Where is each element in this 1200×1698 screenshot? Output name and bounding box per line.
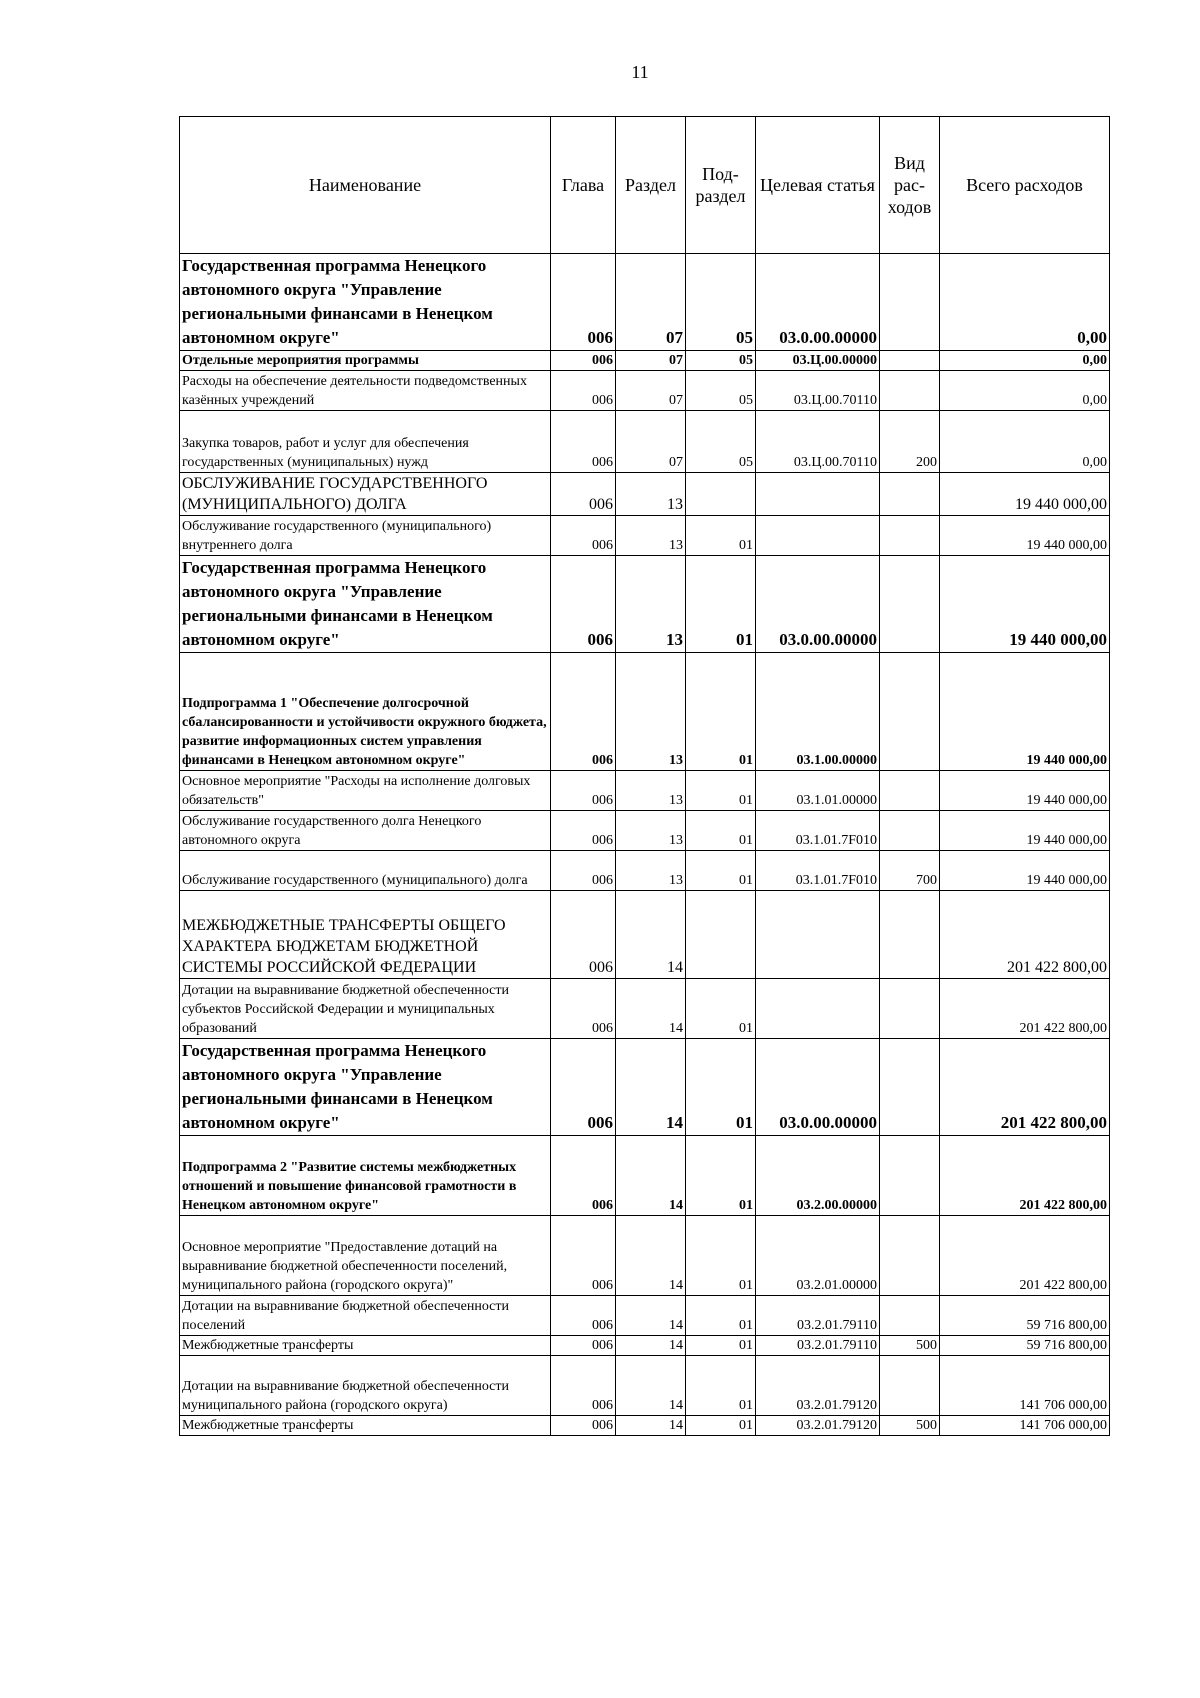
cell-glava: 006 — [551, 1039, 616, 1136]
cell-celevaya: 03.2.01.79110 — [756, 1336, 880, 1356]
cell-razdel: 07 — [616, 351, 686, 371]
cell-celevaya: 03.2.01.00000 — [756, 1216, 880, 1296]
cell-glava: 006 — [551, 1136, 616, 1216]
table-row — [180, 254, 1110, 351]
table-row — [180, 1136, 1110, 1216]
cell-total: 19 440 000,00 — [940, 516, 1110, 556]
table-row — [180, 556, 1110, 653]
cell-razdel: 07 — [616, 371, 686, 411]
cell-glava: 006 — [551, 851, 616, 891]
table-row — [180, 1296, 1110, 1336]
cell-razdel: 14 — [616, 1216, 686, 1296]
cell-name: ОБСЛУЖИВАНИЕ ГОСУДАРСТВЕННОГО (МУНИЦИПАЛЬНОГО) ДОЛГА — [180, 473, 551, 516]
table-row — [180, 979, 1110, 1039]
cell-name: Закупка товаров, работ и услуг для обеспечения государственных (муниципальных) нужд — [180, 411, 551, 473]
cell-celevaya — [756, 516, 880, 556]
cell-name: Обслуживание государственного (муниципального) долга — [180, 851, 551, 891]
cell-razdel: 13 — [616, 516, 686, 556]
cell-name: Основное мероприятие "Предоставление дотаций на выравнивание бюджетной обеспеченности поселений, муниципального района (городского округа)" — [180, 1216, 551, 1296]
table-row — [180, 351, 1110, 371]
cell-podrazdel: 01 — [686, 653, 756, 771]
cell-vid — [880, 811, 940, 851]
cell-total: 201 422 800,00 — [940, 1136, 1110, 1216]
table-row — [180, 653, 1110, 771]
cell-razdel: 14 — [616, 1039, 686, 1136]
cell-podrazdel: 01 — [686, 851, 756, 891]
cell-podrazdel: 01 — [686, 1416, 756, 1436]
cell-vid — [880, 371, 940, 411]
cell-glava: 006 — [551, 1336, 616, 1356]
cell-vid: 500 — [880, 1416, 940, 1436]
cell-celevaya — [756, 979, 880, 1039]
table-row — [180, 851, 1110, 891]
cell-podrazdel: 01 — [686, 979, 756, 1039]
cell-razdel: 07 — [616, 254, 686, 351]
cell-name: Дотации на выравнивание бюджетной обеспеченности поселений — [180, 1296, 551, 1336]
cell-name: Подпрограмма 2 "Развитие системы межбюджетных отношений и повышение финансовой грамотности в Ненецком автономном округе" — [180, 1136, 551, 1216]
cell-glava: 006 — [551, 411, 616, 473]
cell-glava: 006 — [551, 891, 616, 979]
cell-vid: 700 — [880, 851, 940, 891]
cell-total: 201 422 800,00 — [940, 891, 1110, 979]
cell-podrazdel: 01 — [686, 771, 756, 811]
cell-razdel: 14 — [616, 1356, 686, 1416]
table-row — [180, 1356, 1110, 1416]
cell-celevaya: 03.1.00.00000 — [756, 653, 880, 771]
table-row — [180, 1416, 1110, 1436]
cell-vid — [880, 1356, 940, 1416]
cell-podrazdel — [686, 891, 756, 979]
cell-total: 59 716 800,00 — [940, 1336, 1110, 1356]
cell-razdel: 14 — [616, 1296, 686, 1336]
cell-glava: 006 — [551, 371, 616, 411]
cell-total: 19 440 000,00 — [940, 851, 1110, 891]
cell-glava: 006 — [551, 1216, 616, 1296]
cell-total: 0,00 — [940, 351, 1110, 371]
cell-glava: 006 — [551, 771, 616, 811]
cell-vid — [880, 473, 940, 516]
cell-celevaya: 03.0.00.00000 — [756, 1039, 880, 1136]
cell-name: Дотации на выравнивание бюджетной обеспеченности муниципального района (городского округа) — [180, 1356, 551, 1416]
cell-razdel: 14 — [616, 1336, 686, 1356]
table-row — [180, 1336, 1110, 1356]
header-row — [180, 117, 1110, 254]
cell-name: Основное мероприятие "Расходы на исполнение долговых обязательств" — [180, 771, 551, 811]
cell-podrazdel: 01 — [686, 1296, 756, 1336]
cell-celevaya — [756, 891, 880, 979]
cell-celevaya: 03.1.01.7F010 — [756, 851, 880, 891]
cell-total: 19 440 000,00 — [940, 556, 1110, 653]
cell-total: 0,00 — [940, 411, 1110, 473]
cell-podrazdel: 01 — [686, 556, 756, 653]
cell-glava: 006 — [551, 1356, 616, 1416]
cell-glava: 006 — [551, 351, 616, 371]
cell-total: 19 440 000,00 — [940, 653, 1110, 771]
cell-glava: 006 — [551, 811, 616, 851]
cell-razdel: 13 — [616, 653, 686, 771]
cell-podrazdel: 05 — [686, 254, 756, 351]
cell-glava: 006 — [551, 653, 616, 771]
cell-total: 201 422 800,00 — [940, 1216, 1110, 1296]
cell-name: Подпрограмма 1 "Обеспечение долгосрочной сбалансированности и устойчивости окружного бюджета, развитие информационных систем управления финансами в Ненецком автономном округе" — [180, 653, 551, 771]
cell-vid — [880, 979, 940, 1039]
cell-podrazdel: 01 — [686, 1356, 756, 1416]
cell-razdel: 07 — [616, 411, 686, 473]
cell-podrazdel: 05 — [686, 351, 756, 371]
table-row — [180, 771, 1110, 811]
cell-razdel: 13 — [616, 811, 686, 851]
expenditure-table — [179, 116, 1110, 1436]
cell-vid — [880, 254, 940, 351]
cell-razdel: 13 — [616, 771, 686, 811]
cell-glava: 006 — [551, 254, 616, 351]
cell-celevaya: 03.2.01.79120 — [756, 1416, 880, 1436]
cell-name: Государственная программа Ненецкого автономного округа "Управление региональными финансами в Ненецком автономном округе" — [180, 556, 551, 653]
cell-vid — [880, 516, 940, 556]
table-row — [180, 411, 1110, 473]
cell-razdel: 14 — [616, 1136, 686, 1216]
cell-total: 0,00 — [940, 371, 1110, 411]
cell-podrazdel: 01 — [686, 1039, 756, 1136]
cell-vid — [880, 351, 940, 371]
cell-celevaya: 03.1.01.00000 — [756, 771, 880, 811]
cell-razdel: 14 — [616, 979, 686, 1039]
cell-vid — [880, 556, 940, 653]
cell-celevaya: 03.Ц.00.70110 — [756, 371, 880, 411]
cell-celevaya: 03.0.00.00000 — [756, 556, 880, 653]
cell-total: 201 422 800,00 — [940, 1039, 1110, 1136]
header-glava: Глава — [551, 117, 616, 254]
cell-vid — [880, 653, 940, 771]
cell-name: МЕЖБЮДЖЕТНЫЕ ТРАНСФЕРТЫ ОБЩЕГО ХАРАКТЕРА БЮДЖЕТАМ БЮДЖЕТНОЙ СИСТЕМЫ РОССИЙСКОЙ ФЕДЕРАЦИИ — [180, 891, 551, 979]
cell-razdel: 13 — [616, 851, 686, 891]
cell-total: 141 706 000,00 — [940, 1356, 1110, 1416]
cell-razdel: 14 — [616, 891, 686, 979]
cell-total: 141 706 000,00 — [940, 1416, 1110, 1436]
cell-total: 19 440 000,00 — [940, 811, 1110, 851]
cell-total: 0,00 — [940, 254, 1110, 351]
cell-celevaya: 03.1.01.7F010 — [756, 811, 880, 851]
table-row — [180, 891, 1110, 979]
cell-name: Межбюджетные трансферты — [180, 1416, 551, 1436]
table-row — [180, 1216, 1110, 1296]
cell-total: 59 716 800,00 — [940, 1296, 1110, 1336]
header-podrazdel: Под-раздел — [686, 117, 756, 254]
cell-name: Дотации на выравнивание бюджетной обеспеченности субъектов Российской Федерации и муниципальных образований — [180, 979, 551, 1039]
cell-total: 201 422 800,00 — [940, 979, 1110, 1039]
cell-name: Государственная программа Ненецкого автономного округа "Управление региональными финансами в Ненецком автономном округе" — [180, 254, 551, 351]
cell-vid — [880, 1296, 940, 1336]
cell-glava: 006 — [551, 473, 616, 516]
cell-glava: 006 — [551, 1296, 616, 1336]
cell-glava: 006 — [551, 556, 616, 653]
cell-vid — [880, 1136, 940, 1216]
cell-celevaya — [756, 473, 880, 516]
cell-celevaya: 03.2.01.79120 — [756, 1356, 880, 1416]
cell-glava: 006 — [551, 516, 616, 556]
header-razdel: Раздел — [616, 117, 686, 254]
cell-name: Отдельные мероприятия программы — [180, 351, 551, 371]
cell-vid: 500 — [880, 1336, 940, 1356]
cell-razdel: 13 — [616, 473, 686, 516]
header-celevaya: Целевая статья — [756, 117, 880, 254]
table-row — [180, 473, 1110, 516]
cell-vid — [880, 1216, 940, 1296]
cell-podrazdel: 01 — [686, 811, 756, 851]
cell-total: 19 440 000,00 — [940, 473, 1110, 516]
cell-celevaya: 03.0.00.00000 — [756, 254, 880, 351]
cell-name: Обслуживание государственного долга Ненецкого автономного округа — [180, 811, 551, 851]
cell-name: Расходы на обеспечение деятельности подведомственных казённых учреждений — [180, 371, 551, 411]
cell-podrazdel — [686, 473, 756, 516]
table-row — [180, 516, 1110, 556]
cell-razdel: 13 — [616, 556, 686, 653]
cell-glava: 006 — [551, 1416, 616, 1436]
cell-celevaya: 03.2.00.00000 — [756, 1136, 880, 1216]
header-vid: Вид рас-ходов — [880, 117, 940, 254]
cell-podrazdel: 01 — [686, 1216, 756, 1296]
cell-glava: 006 — [551, 979, 616, 1039]
cell-podrazdel: 01 — [686, 516, 756, 556]
cell-name: Межбюджетные трансферты — [180, 1336, 551, 1356]
table-row — [180, 371, 1110, 411]
cell-podrazdel: 01 — [686, 1136, 756, 1216]
cell-vid: 200 — [880, 411, 940, 473]
cell-celevaya: 03.Ц.00.70110 — [756, 411, 880, 473]
cell-name: Обслуживание государственного (муниципального) внутреннего долга — [180, 516, 551, 556]
header-name: Наименование — [180, 117, 551, 254]
cell-celevaya: 03.Ц.00.00000 — [756, 351, 880, 371]
cell-name: Государственная программа Ненецкого автономного округа "Управление региональными финансами в Ненецком автономном округе" — [180, 1039, 551, 1136]
page-number: 11 — [631, 62, 649, 82]
table-row — [180, 811, 1110, 851]
table-row — [180, 1039, 1110, 1136]
cell-vid — [880, 1039, 940, 1136]
cell-total: 19 440 000,00 — [940, 771, 1110, 811]
header-total: Всего расходов — [940, 117, 1110, 254]
cell-celevaya: 03.2.01.79110 — [756, 1296, 880, 1336]
cell-podrazdel: 05 — [686, 411, 756, 473]
cell-podrazdel: 05 — [686, 371, 756, 411]
cell-razdel: 14 — [616, 1416, 686, 1436]
cell-vid — [880, 891, 940, 979]
cell-podrazdel: 01 — [686, 1336, 756, 1356]
cell-vid — [880, 771, 940, 811]
